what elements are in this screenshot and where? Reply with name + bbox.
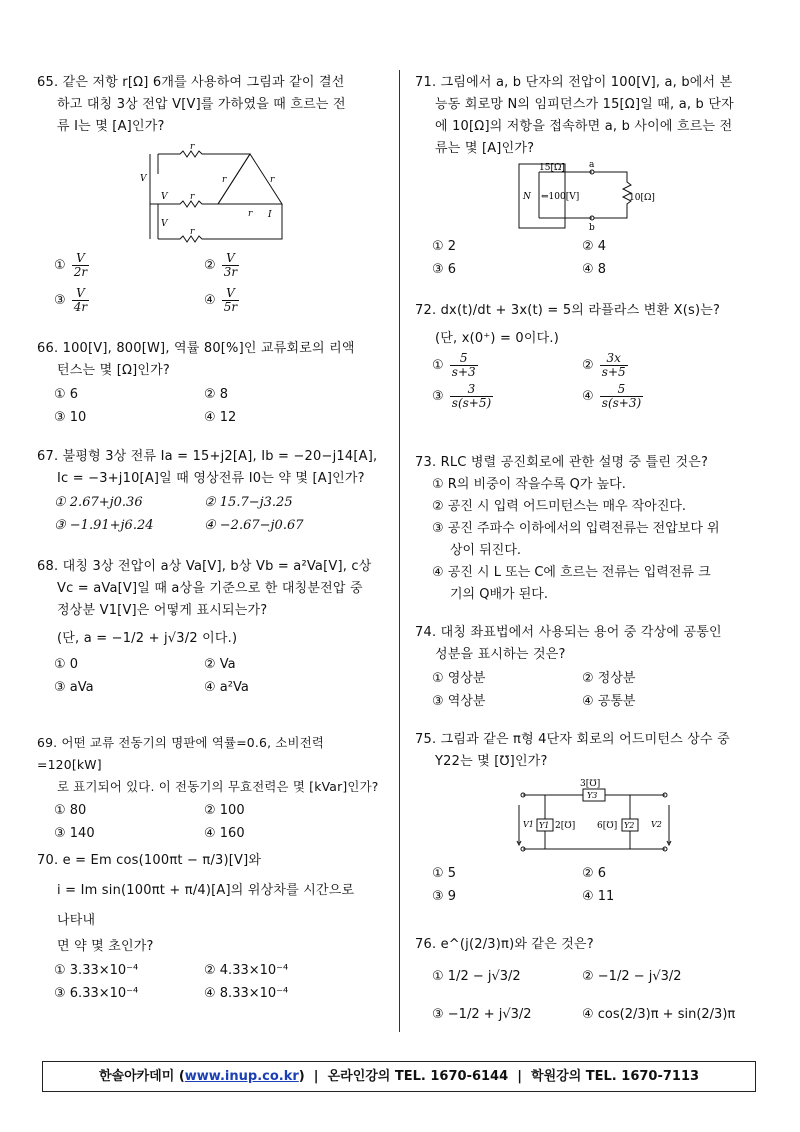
q66-option-2[interactable]: ② 8 <box>204 387 229 402</box>
q67-option-1[interactable]: ① 2.67+j0.36 <box>54 495 143 510</box>
q70-line3: 면 약 몇 초인가? <box>57 939 154 954</box>
q73-option-1[interactable]: ① R의 비중이 작을수록 Q가 높다. <box>432 477 626 492</box>
q74-option-3[interactable]: ③ 역상분 <box>432 694 486 709</box>
q68-line3: 정상분 V1[V]은 어떻게 표시되는가? <box>57 603 268 618</box>
q70-line2: i = Im sin(100πt + π/4)[A]의 위상차를 시간으로 나타내 <box>57 883 355 928</box>
q66-line1: 66. 100[V], 800[W], 역률 80[%]인 교류회로의 리액 <box>37 341 355 356</box>
q69-line1: 69. 어떤 교류 전동기의 명판에 역률=0.6, 소비전력=120[kW] <box>37 735 325 772</box>
q73-option-4[interactable]: ④ 공진 시 L 또는 C에 흐르는 전류는 입력전류 크 기의 Q배가 된다. <box>432 565 711 602</box>
q68-option-1[interactable]: ① 0 <box>54 657 79 672</box>
q65-label-v1: V <box>140 174 147 184</box>
q75-label-y2: Y2 <box>624 821 635 830</box>
question-74 <box>415 622 760 713</box>
q75-option-3[interactable]: ③ 9 <box>432 889 457 904</box>
q75-label-y3: Y3 <box>587 791 598 800</box>
q65-circuit-figure <box>140 144 290 244</box>
q73-option-3[interactable]: ③ 공진 주파수 이하에서의 입력전류는 전압보다 위 상이 뒤진다. <box>432 521 720 558</box>
footer-academy: 한솔아카데미 ( <box>98 1069 185 1084</box>
q65-label-i: I <box>268 210 272 220</box>
question-76 <box>415 934 760 1026</box>
footer-offline-tel: 학원강의 TEL. 1670-7113 <box>531 1069 700 1084</box>
q75-option-1[interactable]: ① 5 <box>432 866 457 881</box>
column-divider <box>399 70 400 1032</box>
question-73 <box>415 452 760 606</box>
q71-circuit-figure <box>517 160 655 233</box>
q76-option-2[interactable]: ② −1/2 − j√3/2 <box>582 969 682 984</box>
q74-option-2[interactable]: ② 정상분 <box>582 671 636 686</box>
q72-option-2[interactable]: ② $\frac{3x}{s+5}$ <box>582 351 626 379</box>
q72-condition: (단, x(0⁺) = 0이다.) <box>435 331 560 346</box>
q67-line1: 67. 불평형 3상 전류 Ia = 15+j2[A], Ib = −20−j14[A], <box>37 449 378 464</box>
q75-option-2[interactable]: ② 6 <box>582 866 607 881</box>
q72-options <box>415 352 760 410</box>
q72-option-1[interactable]: ① $\frac{5}{s+3}$ <box>432 351 476 379</box>
q71-option-1[interactable]: ① 2 <box>432 239 457 254</box>
q75-label-y1: Y1 <box>539 821 550 830</box>
question-71 <box>415 72 760 277</box>
footer-website-link[interactable]: www.inup.co.kr <box>184 1069 299 1084</box>
q75-options <box>432 863 732 908</box>
q68-option-3[interactable]: ③ aVa <box>54 680 94 695</box>
q65-option-3[interactable]: ③ $\frac{V}{4r}$ <box>54 286 88 314</box>
q65-label-r3: r <box>190 227 195 237</box>
q66-line2: 턴스는 몇 [Ω]인가? <box>57 363 170 378</box>
q69-option-2[interactable]: ② 100 <box>204 803 245 818</box>
q65-option-2[interactable]: ② $\frac{V}{3r}$ <box>204 251 238 279</box>
q71-line2: 능동 회로망 N의 임피던스가 15[Ω]일 때, a, b 단자 <box>435 97 734 112</box>
question-67 <box>37 446 382 537</box>
q70-option-1[interactable]: ① 3.33×10⁻⁴ <box>54 963 139 978</box>
q69-option-1[interactable]: ① 80 <box>54 803 87 818</box>
q65-label-r4: r <box>222 175 227 185</box>
question-68 <box>37 556 382 699</box>
q71-label-10ohm: 10[Ω] <box>629 193 655 203</box>
q68-option-4[interactable]: ④ a²Va <box>204 680 249 695</box>
footer-separator-1: | <box>304 1069 328 1084</box>
q67-option-2[interactable]: ② 15.7−j3.25 <box>204 495 293 510</box>
q68-line2: Vc = aVa[V]일 때 a상을 기준으로 한 대칭분전압 중 <box>57 581 363 596</box>
q71-label-a: a <box>589 160 595 170</box>
q71-line3: 에 10[Ω]의 저항을 접속하면 a, b 사이에 흐르는 전 <box>435 119 733 134</box>
q67-option-3[interactable]: ③ −1.91+j6.24 <box>54 518 154 533</box>
q76-options <box>415 966 760 1026</box>
q65-label-r1: r <box>190 142 195 152</box>
q69-option-4[interactable]: ④ 160 <box>204 826 245 841</box>
q65-label-r6: r <box>248 209 253 219</box>
q71-label-15ohm: 15[Ω] <box>539 163 565 173</box>
q71-option-2[interactable]: ② 4 <box>582 239 607 254</box>
q71-options <box>432 236 762 281</box>
q75-option-4[interactable]: ④ 11 <box>582 889 615 904</box>
q75-label-3mho: 3[℧] <box>580 779 601 789</box>
q65-label-r2: r <box>190 192 195 202</box>
q68-line1: 68. 대칭 3상 전압이 a상 Va[V], b상 Vb = a²Va[V], c상 <box>37 559 372 574</box>
q76-stem: 76. e^(j(2/3)π)와 같은 것은? <box>415 937 594 952</box>
question-70 <box>37 846 382 1005</box>
q72-stem: 72. dx(t)/dt + 3x(t) = 5의 라플라스 변환 X(s)는? <box>415 303 721 318</box>
q75-line2: Y22는 몇 [℧]인가? <box>435 754 548 769</box>
q76-option-3[interactable]: ③ −1/2 + j√3/2 <box>432 1007 532 1022</box>
q74-line2: 성분을 표시하는 것은? <box>435 647 566 662</box>
q75-pi-circuit-figure <box>515 777 675 862</box>
q67-line2: Ic = −3+j10[A]일 때 영상전류 I0는 약 몇 [A]인가? <box>57 471 365 486</box>
q75-label-v1: V1 <box>523 820 534 829</box>
q65-options <box>54 252 354 314</box>
q68-options <box>37 654 382 699</box>
q69-option-3[interactable]: ③ 140 <box>54 826 95 841</box>
footer-contact-bar <box>42 1061 756 1092</box>
q66-option-1[interactable]: ① 6 <box>54 387 79 402</box>
q65-option-4[interactable]: ④ $\frac{V}{5r}$ <box>204 286 238 314</box>
q67-options <box>37 492 382 537</box>
q74-options <box>415 668 760 713</box>
q74-line1: 74. 대칭 좌표법에서 사용되는 용어 중 각상에 공통인 <box>415 625 722 640</box>
q75-label-2mho: 2[℧] <box>555 821 576 831</box>
q71-line1: 71. 그림에서 a, b 단자의 전압이 100[V], a, b에서 본 <box>415 75 733 90</box>
q75-line1: 75. 그림과 같은 π형 4단자 회로의 어드미턴스 상수 중 <box>415 732 730 747</box>
q71-label-n: N <box>523 192 531 202</box>
q75-label-v2: V2 <box>651 820 662 829</box>
q65-option-1[interactable]: ① $\frac{V}{2r}$ <box>54 251 88 279</box>
q71-line4: 류는 몇 [A]인가? <box>435 141 535 156</box>
question-72 <box>415 300 760 410</box>
q65-line2: 하고 대칭 3상 전압 V[V]를 가하였을 때 흐르는 전 <box>57 97 346 112</box>
q65-line1: 65. 같은 저항 r[Ω] 6개를 사용하여 그림과 같이 결선 <box>37 75 345 90</box>
q71-option-4[interactable]: ④ 8 <box>582 262 607 277</box>
q73-option-2[interactable]: ② 공진 시 입력 어드미턴스는 매우 작아진다. <box>432 499 687 514</box>
q76-option-1[interactable]: ① 1/2 − j√3/2 <box>432 969 521 984</box>
q65-label-v2: V <box>161 192 168 202</box>
question-65 <box>37 72 382 314</box>
q68-condition: (단, a = −1/2 + j√3/2 이다.) <box>57 631 238 646</box>
question-75 <box>415 729 760 904</box>
q70-line1: 70. e = Em cos(100πt − π/3)[V]와 <box>37 853 262 868</box>
q65-line3: 류 I는 몇 [A]인가? <box>57 119 165 134</box>
q71-label-100v: ⇐100[V] <box>541 192 580 202</box>
q72-option-4[interactable]: ④ $\frac{5}{s(s+3)}$ <box>582 382 642 410</box>
q69-options <box>37 800 382 845</box>
q73-options <box>415 474 760 606</box>
q66-options <box>37 384 382 429</box>
q71-label-b: b <box>589 223 595 233</box>
q67-option-4[interactable]: ④ −2.67−j0.67 <box>204 518 304 533</box>
q70-option-4[interactable]: ④ 8.33×10⁻⁴ <box>204 986 289 1001</box>
q74-option-1[interactable]: ① 영상분 <box>432 671 486 686</box>
q65-stem <box>37 72 382 138</box>
q65-label-v3: V <box>161 219 168 229</box>
q73-stem: 73. RLC 병렬 공진회로에 관한 설명 중 틀린 것은? <box>415 455 709 470</box>
footer-online-tel: 온라인강의 TEL. 1670-6144 <box>327 1069 509 1084</box>
footer-paren: ) <box>298 1069 305 1084</box>
q76-option-4[interactable]: ④ cos(2/3)π + sin(2/3)π <box>582 1007 736 1022</box>
q70-options <box>37 960 382 1005</box>
question-69 <box>37 732 382 845</box>
q70-option-3[interactable]: ③ 6.33×10⁻⁴ <box>54 986 139 1001</box>
q68-option-2[interactable]: ② Va <box>204 657 236 672</box>
q65-label-r5: r <box>270 175 275 185</box>
footer-separator-2: | <box>508 1069 532 1084</box>
q69-line2: 로 표기되어 있다. 이 전동기의 무효전력은 몇 [kVar]인가? <box>57 779 379 794</box>
question-66 <box>37 338 382 429</box>
q72-option-3[interactable]: ③ $\frac{3}{s(s+5)}$ <box>432 382 492 410</box>
q66-option-3[interactable]: ③ 10 <box>54 410 87 425</box>
q70-option-2[interactable]: ② 4.33×10⁻⁴ <box>204 963 289 978</box>
q75-label-6mho: 6[℧] <box>597 821 618 831</box>
q66-option-4[interactable]: ④ 12 <box>204 410 237 425</box>
q71-option-3[interactable]: ③ 6 <box>432 262 457 277</box>
q74-option-4[interactable]: ④ 공통분 <box>582 694 636 709</box>
